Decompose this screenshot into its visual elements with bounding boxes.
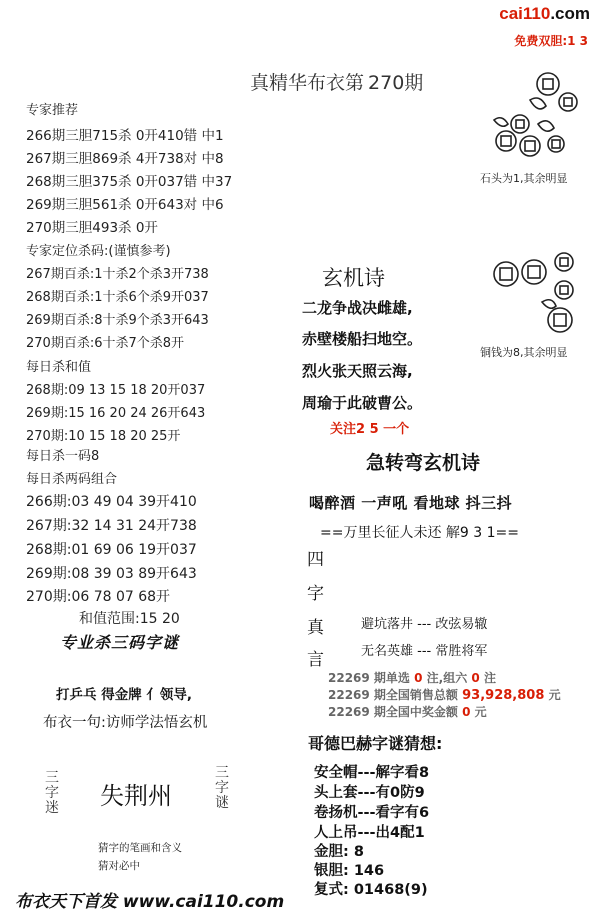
poem-title: 玄机诗: [322, 266, 385, 290]
vertical-label-right: 三字谜: [215, 765, 229, 811]
coins-caption-1: 石头为1,其余明显: [480, 172, 568, 185]
sum-row: 268期:09 13 15 18 20开037: [26, 383, 206, 398]
poem-line: 烈火张天照云海,: [302, 362, 413, 380]
idiom-pair: 无名英雄 --- 常胜将军: [361, 644, 488, 659]
riddle-guess-title: 哥德巴赫字谜猜想:: [308, 734, 443, 753]
poem-line: 二龙争战决雌雄,: [302, 299, 413, 317]
riddle-guess-row: 安全帽---解字看8: [314, 765, 430, 781]
stat-sales: 22269 期全国销售总额 93,928,808 元: [328, 688, 561, 703]
combo-row: 269期:08 39 03 89开643: [26, 566, 197, 582]
four-char-label: 四: [307, 550, 324, 570]
riddle-note: 猜对必中: [98, 860, 140, 872]
follow-numbers: 关注2 5 一个: [330, 422, 410, 437]
coins-illustration-2: [486, 240, 586, 340]
four-char-label: 言: [307, 650, 324, 670]
combo-row: 270期:06 78 07 68开: [26, 589, 171, 605]
brush-title: 专业杀三码字谜: [60, 633, 180, 652]
position-row: 267期百杀:1十杀2个杀3开738: [26, 267, 209, 282]
sum-row: 270期:10 15 18 20 25开: [26, 429, 181, 444]
footer-banner: 布衣天下首发 www.cai110.com: [15, 892, 285, 912]
turn-poem-title: 急转弯玄机诗: [366, 452, 481, 474]
poem-line: 周瑜于此破曹公。: [302, 394, 423, 412]
expert-heading: 专家推荐: [26, 103, 79, 118]
turn-poem-line: 喝醉酒 一声吼 看地球 抖三抖: [309, 494, 513, 512]
riddle-guess-row: 人上吊---出4配1: [314, 825, 425, 841]
position-heading: 专家定位杀码:(谨慎参考): [26, 244, 171, 259]
expert-row: 269期三胆561杀 0开643对 中6: [26, 197, 224, 213]
multi-pick: 复式: 01468(9): [314, 882, 428, 898]
combo-row: 268期:01 69 06 19开037: [26, 542, 197, 558]
expert-row: 267期三胆869杀 4开738对 中8: [26, 151, 224, 167]
riddle-note: 猜字的笔画和含义: [98, 842, 182, 854]
page-title: [250, 68, 423, 95]
sum-row: 269期:15 16 20 24 26开643: [26, 406, 206, 421]
turn-poem-hint: ==万里长征人未还 解9 3 1==: [320, 525, 519, 541]
idiom-pair: 避坑落井 --- 改弦易辙: [361, 617, 488, 632]
combo-heading: 每日杀两码组合: [26, 472, 118, 487]
title-period: 270期: [368, 72, 424, 94]
gold-pick: 金胆: 8: [314, 844, 364, 860]
riddle-line: 打乒乓 得金牌 ⺅领导,: [56, 687, 193, 703]
position-row: 270期百杀:6十杀7个杀8开: [26, 336, 185, 351]
sum-heading: 每日杀和值: [26, 360, 92, 375]
four-char-label: 字: [307, 584, 324, 604]
expert-row: 270期三胆493杀 0开: [26, 220, 158, 236]
sum-range: 和值范围:15 20: [79, 611, 180, 627]
riddle-answer: 失荆州: [100, 782, 172, 810]
expert-row: 268期三胆375杀 0开037错 中37: [26, 174, 233, 190]
site-logo: cai110.com: [499, 4, 590, 23]
coins-caption-2: 铜钱为8,其余明显: [480, 346, 568, 359]
poem-line: 赤壁楼船扫地空。: [302, 330, 423, 348]
position-row: 269期百杀:8十杀9个杀3开643: [26, 313, 209, 328]
vertical-label-left: 三字迷: [45, 770, 59, 816]
coins-illustration-1: [486, 66, 586, 164]
position-row: 268期百杀:1十杀6个杀9开037: [26, 290, 209, 305]
riddle-guess-row: 头上套---有0防9: [314, 785, 425, 801]
riddle-guess-row: 卷扬机---看字有6: [314, 805, 430, 821]
stat-single: 22269 期单选 0 注,组六 0 注: [328, 671, 496, 685]
combo-row: 266期:03 49 04 39开410: [26, 494, 197, 510]
buyi-line: 布衣一句:访师学法悟玄机: [43, 715, 208, 731]
title-main: 真精华布衣第: [250, 72, 365, 94]
silver-pick: 银胆: 146: [314, 863, 385, 879]
four-char-label: 真: [307, 618, 324, 638]
free-picks: 免费双胆:1 3: [514, 34, 588, 48]
stat-prize: 22269 期全国中奖金额 0 元: [328, 705, 487, 719]
kill-one: 每日杀一码8: [26, 449, 100, 464]
expert-row: 266期三胆715杀 0开410错 中1: [26, 128, 224, 144]
combo-row: 267期:32 14 31 24开738: [26, 518, 197, 534]
